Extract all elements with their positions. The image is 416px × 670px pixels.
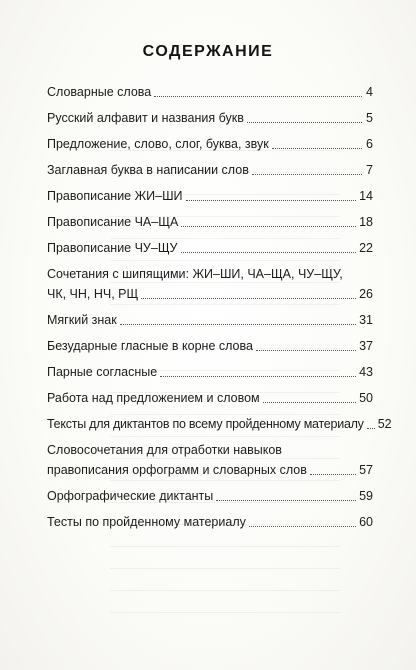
dot-leader xyxy=(181,226,356,227)
dot-leader xyxy=(310,474,356,475)
toc-entry-last-line xyxy=(47,462,373,478)
toc-entry-sentence-work xyxy=(47,390,373,406)
toc-entry-title: Заглавная буква в написании слов xyxy=(47,163,249,177)
dot-leader xyxy=(216,500,356,501)
dot-leader xyxy=(181,252,357,253)
toc-entry-zhi-shi xyxy=(47,188,373,204)
dot-leader xyxy=(120,324,356,325)
toc-entry-page: 5 xyxy=(366,111,373,125)
toc-entry-title: Парные согласные xyxy=(47,365,158,379)
page-title: СОДЕРЖАНИЕ xyxy=(142,43,274,60)
toc-entry-title: Правописание ЧА–ЩА xyxy=(47,215,179,229)
toc-entry-word-combinations xyxy=(47,442,373,478)
dot-leader xyxy=(247,122,362,123)
toc-entry-page: 7 xyxy=(366,163,373,177)
toc-entry-page: 50 xyxy=(359,391,373,405)
toc-entry-page: 6 xyxy=(366,137,373,151)
table-of-contents xyxy=(47,78,392,530)
dot-leader xyxy=(256,350,356,351)
toc-entry-page: 22 xyxy=(359,241,373,255)
toc-entry-title: Правописание ЧУ–ЩУ xyxy=(47,241,178,255)
toc-entry-soft-sign xyxy=(47,312,373,328)
toc-entry-cha-shcha xyxy=(47,214,373,230)
toc-entry-page: 43 xyxy=(359,365,373,379)
dot-leader xyxy=(186,200,357,201)
toc-entry-title: Русский алфавит и названия букв xyxy=(47,111,244,125)
dot-leader xyxy=(141,298,356,299)
toc-entry-page: 26 xyxy=(359,287,373,301)
toc-entry-spelling-dictations xyxy=(47,488,373,504)
toc-entry-title: Правописание ЖИ–ШИ xyxy=(47,189,183,203)
toc-entry-page: 57 xyxy=(359,463,373,477)
toc-entry-title: Тексты для диктантов по всему пройденному материалу xyxy=(47,417,364,431)
toc-entry-chu-shchu xyxy=(47,240,373,256)
toc-entry-page: 31 xyxy=(359,313,373,327)
toc-entry-page: 60 xyxy=(359,515,373,529)
toc-entry-alphabet xyxy=(47,110,373,126)
toc-entry-unstressed-vowels xyxy=(47,338,373,354)
toc-entry-sentence-word xyxy=(47,136,373,152)
toc-entry-page: 52 xyxy=(377,417,392,431)
toc-entry-capital-letter xyxy=(47,162,373,178)
toc-entry-page: 18 xyxy=(359,215,373,229)
toc-entry-title: Словарные слова xyxy=(47,85,152,99)
dot-leader xyxy=(252,174,362,175)
toc-entry-hissing-combinations xyxy=(47,266,373,302)
dot-leader xyxy=(272,148,362,149)
toc-entry-title-line2: ЧК, ЧН, НЧ, РЩ xyxy=(47,287,139,301)
toc-entry-title: Безударные гласные в корне слова xyxy=(47,339,253,353)
toc-entry-title-line1: Словосочетания для отработки навыков xyxy=(47,443,282,457)
toc-entry-dictionary-words xyxy=(47,84,373,100)
toc-entry-page: 59 xyxy=(359,489,373,503)
toc-entry-title-line1: Сочетания с шипящими: ЖИ–ШИ, ЧА–ЩА, ЧУ–ЩУ, xyxy=(47,267,343,281)
toc-entry-dictation-texts xyxy=(47,416,392,432)
toc-entry-title-line2: правописания орфограмм и словарных слов xyxy=(47,463,307,477)
dot-leader xyxy=(249,526,356,527)
toc-entry-last-line xyxy=(47,286,373,302)
toc-entry-title: Предложение, слово, слог, буква, звук xyxy=(47,137,269,151)
dot-leader xyxy=(160,376,356,377)
toc-entry-tests xyxy=(47,514,373,530)
toc-entry-page: 14 xyxy=(359,189,373,203)
toc-entry-page: 37 xyxy=(359,339,373,353)
toc-entry-title: Тесты по пройденному материалу xyxy=(47,515,246,529)
toc-entry-paired-consonants xyxy=(47,364,373,380)
toc-entry-title: Работа над предложением и словом xyxy=(47,391,260,405)
toc-entry-title: Мягкий знак xyxy=(47,313,117,327)
dot-leader xyxy=(263,402,356,403)
toc-entry-page: 4 xyxy=(366,85,373,99)
dot-leader xyxy=(154,96,362,97)
dot-leader xyxy=(367,428,375,429)
toc-entry-title: Орфографические диктанты xyxy=(47,489,214,503)
